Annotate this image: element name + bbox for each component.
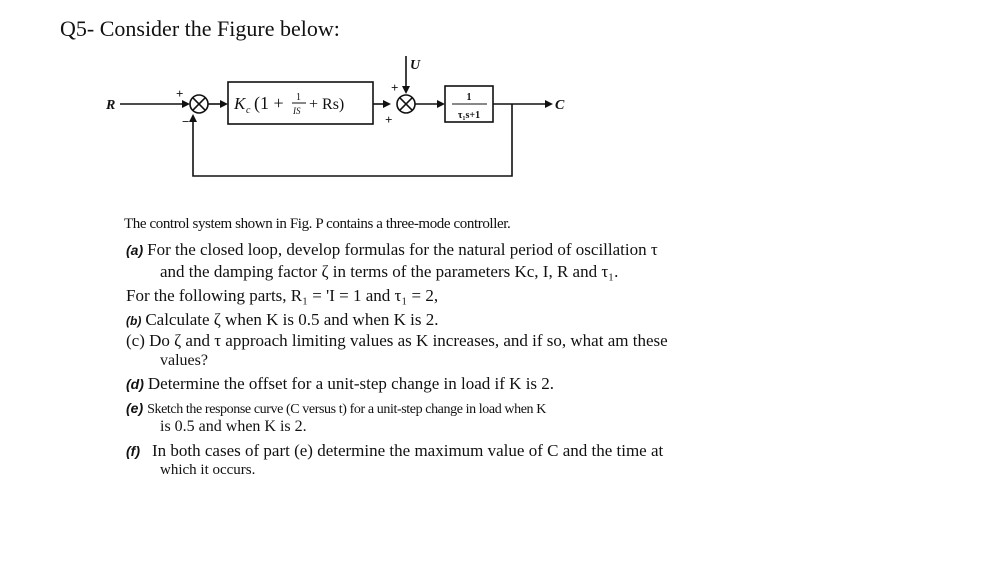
block-diagram [0,0,983,200]
summing-junction-2 [397,95,415,113]
part-b-line [126,310,438,330]
part-a-text-1: For the closed loop, develop formulas for the natural period of oscillation τ [147,240,658,259]
part-d-tag: (d) [126,376,144,392]
controller-frac-num: 1 [296,92,301,103]
sum2-plus-top: + [391,80,399,95]
part-a-line-1 [126,240,658,260]
intro-line: The control system shown in Fig. P contains a three-mode controller. [124,216,511,232]
part-d-text: Determine the offset for a unit-step change in load if K is 2. [147,374,555,393]
load-label: U [410,58,421,73]
error-arrow [220,100,228,108]
part-c-line-1: (c) Do ζ and τ approach limiting values as K increases, and if so, what am these [126,331,668,350]
sum2-output-arrow [437,100,445,108]
part-b-text: Calculate ζ when K is 0.5 and when K is 2. [145,310,439,329]
part-d-line [126,374,554,394]
question-heading: Q5- Consider the Figure below: [60,16,340,41]
sum1-minus-sign: − [182,114,190,129]
controller-open: (1 + [254,93,284,113]
input-arrow [182,100,190,108]
controller-output-arrow [383,100,391,108]
part-f-text-1: In both cases of part (e) determine the maximum value of C and the time at [152,441,664,460]
sum2-plus-left: + [385,112,393,127]
part-a-line-2: and the damping factor ζ in terms of the parameters Kc, I, R and τ₁. [160,262,619,281]
part-c-line-2: values? [160,352,208,369]
controller-gain-subscript: c [246,105,251,116]
input-label: R [106,98,116,113]
load-arrow [402,86,410,94]
sum1-plus-sign: + [176,86,184,101]
part-e-line-1 [126,398,546,418]
part-a-tag: (a) [126,242,144,258]
controller-frac-den: IS [293,106,301,116]
part-b-tag: (b) [126,314,142,328]
part-e-tag: (e) [126,400,144,416]
process-den: τ₁s+1 [457,110,481,121]
given-values-line: For the following parts, R₁ = 'I = 1 and τ₁ = 2, [126,286,439,305]
part-f-line-2: which it occurs. [160,462,256,478]
output-label: C [555,98,565,113]
controller-gain: K [234,94,246,113]
process-num: 1 [466,92,472,103]
part-e-text-1: Sketch the response curve (C versus t) for a unit-step change in load when K [147,402,546,417]
output-arrow [545,100,553,108]
summing-junction-1 [190,95,208,113]
controller-rest: + Rs) [309,96,345,113]
part-f-line-1 [126,441,663,461]
part-e-line-2: is 0.5 and when K is 2. [160,418,307,435]
part-f-tag: (f) [126,443,140,459]
feedback-arrow [189,114,197,122]
